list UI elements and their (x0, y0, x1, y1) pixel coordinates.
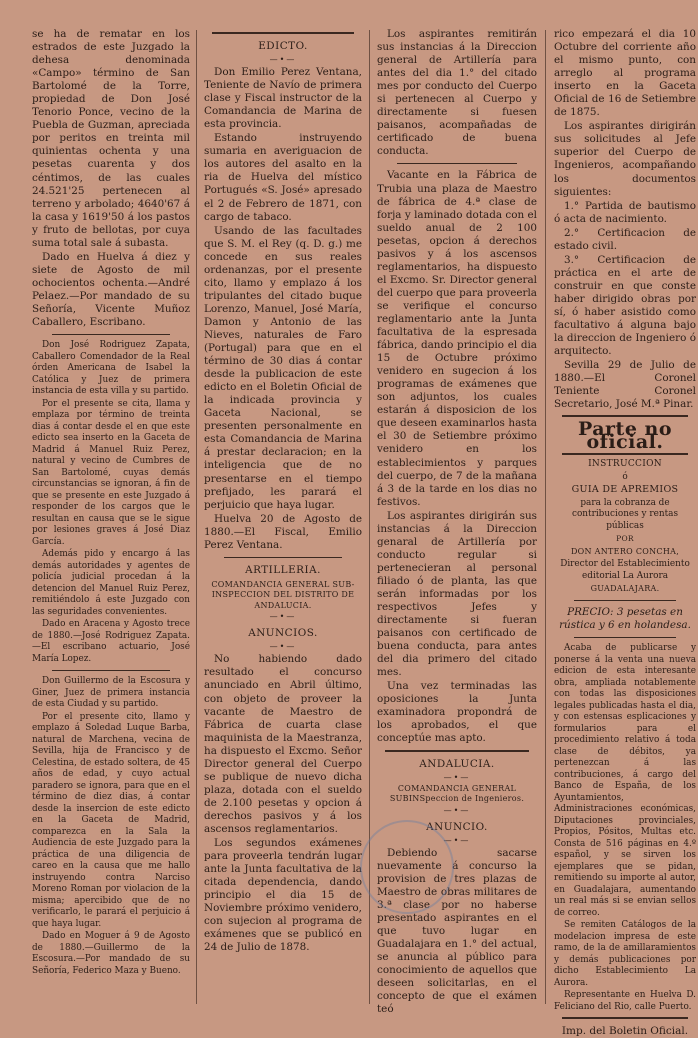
paragraph: Se remiten Catálogos de la modelacion impresa de este ramo, de la de amillaramientos y demás publicaciones por dicho Establecimiento La Aurora. (554, 920, 696, 988)
paragraph: Huelva 20 de Agosto de 1880.—El Fiscal, Emilio Perez Ventana. (204, 512, 362, 551)
price: PRECIO: 3 pesetas en rústica y 6 en holandesa. (559, 605, 691, 631)
paragraph: Dado en Moguer á 9 de Agosto de 1880.—Guillermo de la Escosura.—Por mandado de su Señoría, Federico Maza y Bueno. (32, 931, 190, 976)
book-author: DON ANTERO CONCHA, (570, 546, 680, 556)
book-title: GUIA DE APREMIOS (571, 484, 679, 496)
divider (212, 32, 354, 34)
section-heading: ARTILLERIA. (245, 563, 321, 576)
paragraph: Dado en Huelva á diez y siete de Agosto de mil ochocientos ochenta.—André Pelaez.—Por mandado de su Señoría, Vicente Muñoz Caballero, Escribano. (32, 250, 190, 329)
divider (52, 670, 170, 671)
divider (385, 750, 529, 752)
column-divider (196, 30, 197, 1004)
divider (224, 557, 342, 558)
book-by: POR (616, 534, 634, 544)
book-subtitle: para la cobranza de contribuciones y rentas públicas (571, 497, 679, 531)
paragraph: Dado en Aracena y Agosto trece de 1880.—José Rodriguez Zapata.—El escribano actuario, José María Lopez. (32, 619, 190, 664)
book-author-title: Director del Establecimiento editorial La Aurora (560, 559, 690, 581)
divider (397, 163, 517, 164)
divider (574, 600, 676, 601)
divider (52, 334, 170, 335)
section-heading: ANUNCIOS. (248, 627, 318, 640)
section-title: Parte no oficial. (577, 418, 673, 454)
paragraph: Don Guillermo de la Escosura y Giner, Juez de primera instancia de esta Ciudad y su partido. (32, 676, 190, 710)
column-1 (32, 28, 190, 1002)
divider (562, 415, 688, 417)
column-divider (545, 30, 546, 1004)
paragraph: Por el presente cito, llamo y emplazo á Soledad Luque Barba, natural de Marchena, vecina de Sevilla, hija de Francisco y de Celestina, de estado soltera, de 45 años de edad, y cuyo actual paradero se ignora, para que en el término de diez dias, á contar desde la insercion de este edicto en la Gaceta de Madrid, comparezca en la Sala la Audiencia de este Juzgado para la práctica de una diligencia de careo en la causa que me hallo instruyendo contra Narciso Moreno Roman por violacion de la misma; apercibido que de no verificarlo, le parará el perjuicio á que haya lugar. (32, 711, 190, 929)
library-stamp-icon (360, 820, 454, 914)
paragraph: Don Emilio Perez Ventana, Teniente de Navío de primera clase y Fiscal instructor de la Comandancia de Marina de esta provincia. (204, 66, 362, 131)
ornament: —•— (443, 835, 471, 845)
ornament: —•— (443, 805, 471, 815)
paragraph: Sevilla 29 de Julio de 1880.—El Coronel Teniente Coronel Secretario, José M.ª Pinar. (554, 359, 696, 411)
ornament: —•— (443, 772, 471, 782)
section-subheading: COMANDANCIA GENERAL SUB-INSPECCION DEL DISTRITO DE ANDALUCIA. (211, 579, 355, 610)
paragraph: Por el presente se cita, llama y emplaza por término de treinta dias á contar desde el en que este edicto sea inserto en la Gaceta de Madrid á Manuel Ruiz Perez, natural y vecino de Cumbres de San Bartolomé, cuyas demás circunstancias se ignoran, á fin de que se presente en este Juzgado á responder de los cargos que le resultan en causa que se le sigue por lesiones graves á José Diaz García. (32, 398, 190, 547)
book-title-line: ó (622, 471, 628, 482)
list-item: 2.° Certificacion de estado civil. (554, 226, 696, 252)
ornament: —•— (269, 612, 297, 622)
paragraph: Una vez terminadas las oposiciones la Junta examinadora propondrá de los aprobados, el que conceptúe mas apto. (377, 680, 537, 745)
paragraph: Estando instruyendo sumaria en averiguacion de los autores del asalto en la ria de Huelva del místico Portugués «S. José» apresado el 2 de Febrero de 1871, con cargo de tabaco. (204, 132, 362, 223)
book-city: GUADALAJARA. (590, 584, 660, 594)
paragraph: Usando de las facultades que S. M. el Rey (q. D. g.) me concede en sus reales ordenanzas, por el presente cito, llamo y emplazo á los tripulantes del citado buque Lorenzo, Manuel, José María, Damon y Antonio de las Nieves, naturales de Faro (Portugal) para que en el término de 30 dias á contar desde la publicacion de este edicto en el Boletin Oficial de la indicada provincia y Gaceta Nacional, se presenten personalmente en esta Comandancia de Marina á prestar declaracion; en la inteligencia que de no presentarse en el tiempo prefijado, les parará el perjuicio que haya lugar. (204, 224, 362, 511)
paragraph: Representante en Huelva D. Feliciano del Rio, calle Puerto. (554, 990, 696, 1012)
divider (562, 1017, 688, 1019)
paragraph: Los segundos exámenes para proveerla tendrán lugar ante la Junta facultativa de la citada dependencia, dando principio el dia 15 de Noviembre próximo venidero, con sujecion al programa de exámenes que se publicó en 24 de Julio de 1878. (204, 837, 362, 954)
list-item: 3.° Certificacion de práctica en el arte de construir en que conste haber dirigido obras por sí, ó haber asistido como facultativo á alguna bajo la direccion de Ingeniero ó arquitecto. (554, 253, 696, 358)
paragraph: rico empezará el dia 10 Octubre del corriente año el mismo punto, con arreglo al programa inserto en la Gaceta Oficial de 16 de Setiembre de 1875. (554, 28, 696, 119)
list-item: 1.° Partida de bautismo ó acta de nacimiento. (554, 199, 696, 225)
divider (562, 453, 688, 455)
section-subheading: COMANDANCIA GENERAL SUBINSpeccion de Ingenieros. (389, 783, 525, 804)
column-4 (554, 28, 696, 1038)
paragraph: se ha de rematar en los estrados de este Juzgado la dehesa denominada «Campo» término de San Bartolomé de la Torre, propiedad de Don José Tenorio Ponce, vecino de la Puebla de Guzman, apreciada por peritos en treinta mil quinientas ochenta y una pesetas cuarenta y dos céntimos, de las cuales 24.521'25 pertenecen al terreno y arbolado; 4640'67 á la casa y 1619'50 á los pastos y fruto de bellotas, por cuya suma total sale á subasta. (32, 28, 190, 249)
paragraph: Los aspirantes dirigirán sus instancias á la Direccion genaral de Artillería por conducto regular si pertenecieran al personal filiado ó de planta, las que serán informadas por los respectivos Jefes y directamente si fueran paisanos con certificado de buena conducta, para antes del dia primero del citado mes. (377, 509, 537, 679)
ornament: —•— (269, 642, 297, 652)
divider (574, 637, 676, 638)
paragraph: Vacante en la Fábrica de Trubia una plaza de Maestro de fábrica de 4.ª clase de forja y laminado dotada con el sueldo anual de 2 100 pesetas, opcion á derechos pasivos y á los ascensos reglamentarios, ha dispuesto el Excmo. Sr. Director general del cuerpo que para proveerla se verifique el concurso reglamentario ante la Junta facultativa de la espresada fábrica, dando principio el dia 15 de Octubre próximo venidero en sugecion á los programas de exámenes que son adjuntos, los cuales estarán á disposicion de los que deseen examinarlos hasta el 30 de Setiembre próximo venidero en los establecimientos y parques del cuerpo, de 7 de la mañana á 3 de la tarde en los dias no festivos. (377, 169, 537, 508)
paragraph: Además pido y encargo á las demás autoridades y agentes de policía judicial procedan á la detencion del Manuel Ruiz Perez, remitiéndolo á este Juzgado con las seguridades convenientes. (32, 549, 190, 617)
section-heading: ANUNCIO. (426, 820, 488, 833)
paragraph: Acaba de publicarse y ponerse á la venta una nueva edicion de esta interesante obra, ampliada notablemente con todas las disposiciones legales publicadas hasta el dia, y con estensas esplicaciones y formularios para el procedimiento relativo á toda clase de débitos, ya pertenezcan á las contribuciones, á cargo del Banco de España, de los Ayuntamientos, Administraciones económicas, Diputaciones provinciales, Propios, Pósitos, Multas etc. Consta de 516 páginas en 4.º español, y se sirven los ejemplares que se pidan, remitiendo su importe al autor, en Guadalajara, aumentando un real más si se envian sellos de correo. (554, 643, 696, 918)
paragraph: Debiendo sacarse nuevamente á concurso la provision de tres plazas de Maestro de obras militares de 3.ª clase por no haberse presentado aspirantes en el que tuvo lugar en Guadalajara en 1.° del actual, se anuncia al público para conocimiento de aquellos que deseen solicitarlas, en el concepto de que el exámen teó (377, 846, 537, 1016)
paragraph: Don José Rodriguez Zapata, Caballero Comendador de la Real órden Americana de Isabel la Católica y Juez de primera instancia de esta villa y su partido. (32, 340, 190, 397)
paragraph: Los aspirantes dirigirán sus solicitudes al Jefe superior del Cuerpo de Ingenieros, acompañando los documentos siguientes: (554, 120, 696, 198)
section-heading: EDICTO. (258, 40, 308, 52)
ornament: —•— (269, 55, 297, 65)
section-heading: ANDALUCIA. (419, 757, 495, 770)
printer-imprint: Imp. del Boletin Oficial. (561, 1025, 689, 1038)
paragraph: No habiendo dado resultado el concurso anunciado en Abril último, con objeto de proveer la vacante de Maestro de Fábrica de cuarta clase maquinista de la Maestranza, ha dispuesto el Excmo. Señor Director general del Cuerpo se publique de nuevo dicha plaza, dotada con el sueldo de 2.100 pesetas y opcion á derechos pasivos y á los ascensos reglamentarios. (204, 653, 362, 835)
paragraph: Los aspirantes remitirán sus instancias á la Direccion general de Artillería para antes del dia 1.° del citado mes por conducto del Cuerpo si pertenecen al Cuerpo y directamente si fuesen paisanos, acompañadas de certificado de buena conducta. (377, 28, 537, 158)
column-2 (204, 28, 362, 1002)
book-title-line: INSTRUCCION (588, 459, 662, 470)
